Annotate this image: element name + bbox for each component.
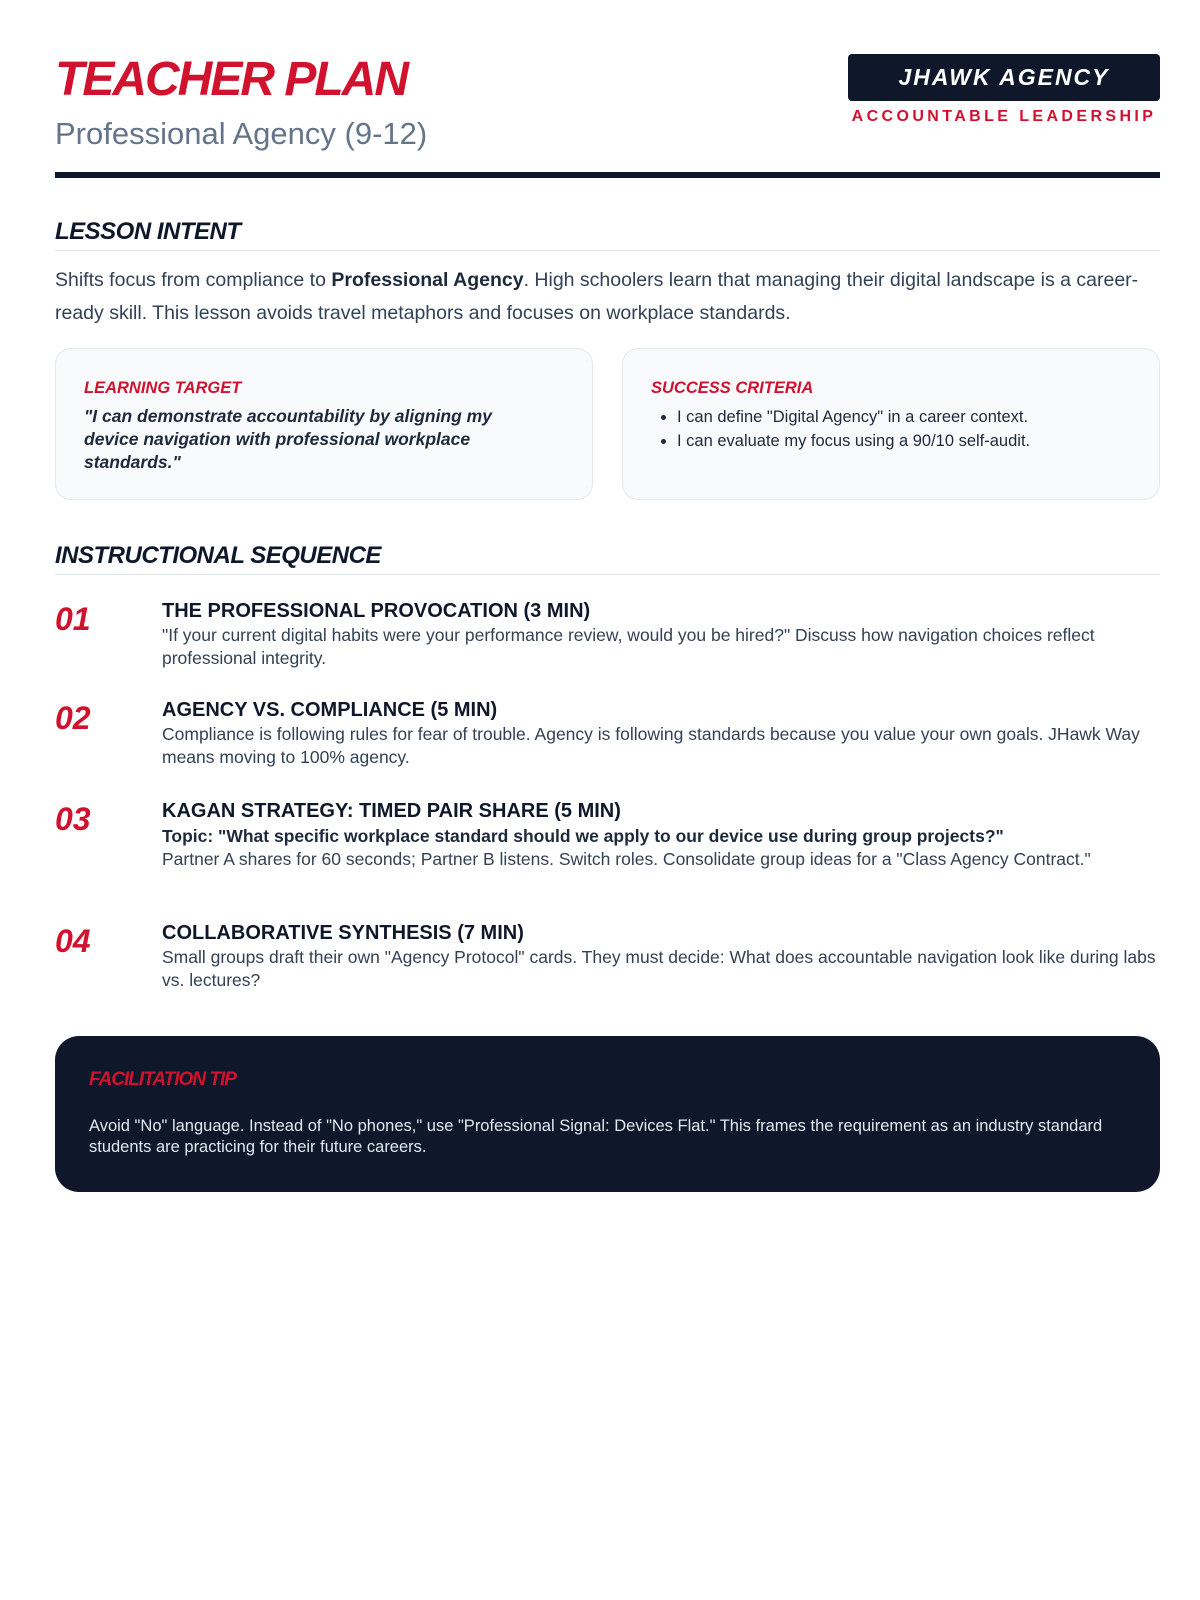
step-title: THE PROFESSIONAL PROVOCATION (3 MIN): [162, 600, 591, 622]
step-topic: Topic: "What specific workplace standard should we apply to our device use during group projects?": [162, 826, 1004, 846]
step-title: AGENCY VS. COMPLIANCE (5 MIN): [162, 699, 498, 721]
learning-target-quote: "I can demonstrate accountability by aligning my device navigation with professional workplace standards.": [84, 406, 492, 472]
success-criteria-list: [651, 405, 1131, 453]
criteria-item: • I can evaluate my focus using a 90/10 self-audit.: [677, 429, 1131, 453]
step-text: Partner A shares for 60 seconds; Partner B listens. Switch roles. Consolidate group ideas for a "Class Agency Contract.": [162, 849, 1091, 869]
step-text: "If your current digital habits were your performance review, would you be hired?" Discuss how navigation choices reflect professional integrity.: [162, 625, 1095, 668]
success-criteria-label: SUCCESS CRITERIA: [651, 379, 814, 397]
step-number: 04: [55, 923, 91, 959]
step-body: [162, 598, 1162, 670]
lesson-intent-heading: LESSON INTENT: [55, 216, 1160, 251]
intent-text-bold: Professional Agency: [331, 269, 524, 291]
step-title: KAGAN STRATEGY: TIMED PAIR SHARE (5 MIN): [162, 800, 621, 822]
success-criteria-card: [622, 348, 1160, 500]
facilitation-tip-label: FACILITATION TIP: [89, 1069, 236, 1090]
step-number: 03: [55, 801, 91, 837]
facilitation-tip-box: [55, 1036, 1160, 1192]
intent-text-rest: . High schoolers learn that managing their digital landscape is a career-ready skill. This lesson avoids travel metaphors and focuses on workplace standards.: [55, 269, 1139, 324]
step-body: [162, 697, 1162, 769]
lesson-intent-text: [55, 264, 1165, 330]
step-body: [162, 920, 1162, 992]
page-subtitle: Professional Agency (9-12): [55, 116, 428, 151]
learning-target-label: LEARNING TARGET: [84, 379, 242, 397]
criteria-item: • I can define "Digital Agency" in a career context.: [677, 405, 1131, 429]
step-number: 02: [55, 700, 91, 736]
facilitation-tip-text: Avoid "No" language. Instead of "No phones," use "Professional Signal: Devices Flat." This frames the requirement as an industry standard students are practicing for their future careers.: [89, 1117, 1103, 1156]
step-text: Small groups draft their own "Agency Protocol" cards. They must decide: What does accountable navigation look like during labs vs. lectures?: [162, 947, 1156, 990]
intent-text-lead: Shifts focus from compliance to: [55, 269, 332, 291]
step-text: Compliance is following rules for fear of trouble. Agency is following standards because you value your own goals. JHawk Way means moving to 100% agency.: [162, 724, 1140, 767]
step-number: 01: [55, 601, 91, 637]
page-title: TEACHER PLAN: [55, 53, 408, 106]
learning-target-card: [55, 348, 593, 500]
brand-tagline: ACCOUNTABLE LEADERSHIP: [851, 108, 1157, 125]
instructional-sequence-heading: INSTRUCTIONAL SEQUENCE: [55, 540, 1160, 575]
step-title: COLLABORATIVE SYNTHESIS (7 MIN): [162, 922, 524, 944]
step-body: [162, 798, 1162, 871]
brand-badge: JHAWK AGENCY: [848, 54, 1160, 101]
header-divider: [55, 172, 1160, 178]
